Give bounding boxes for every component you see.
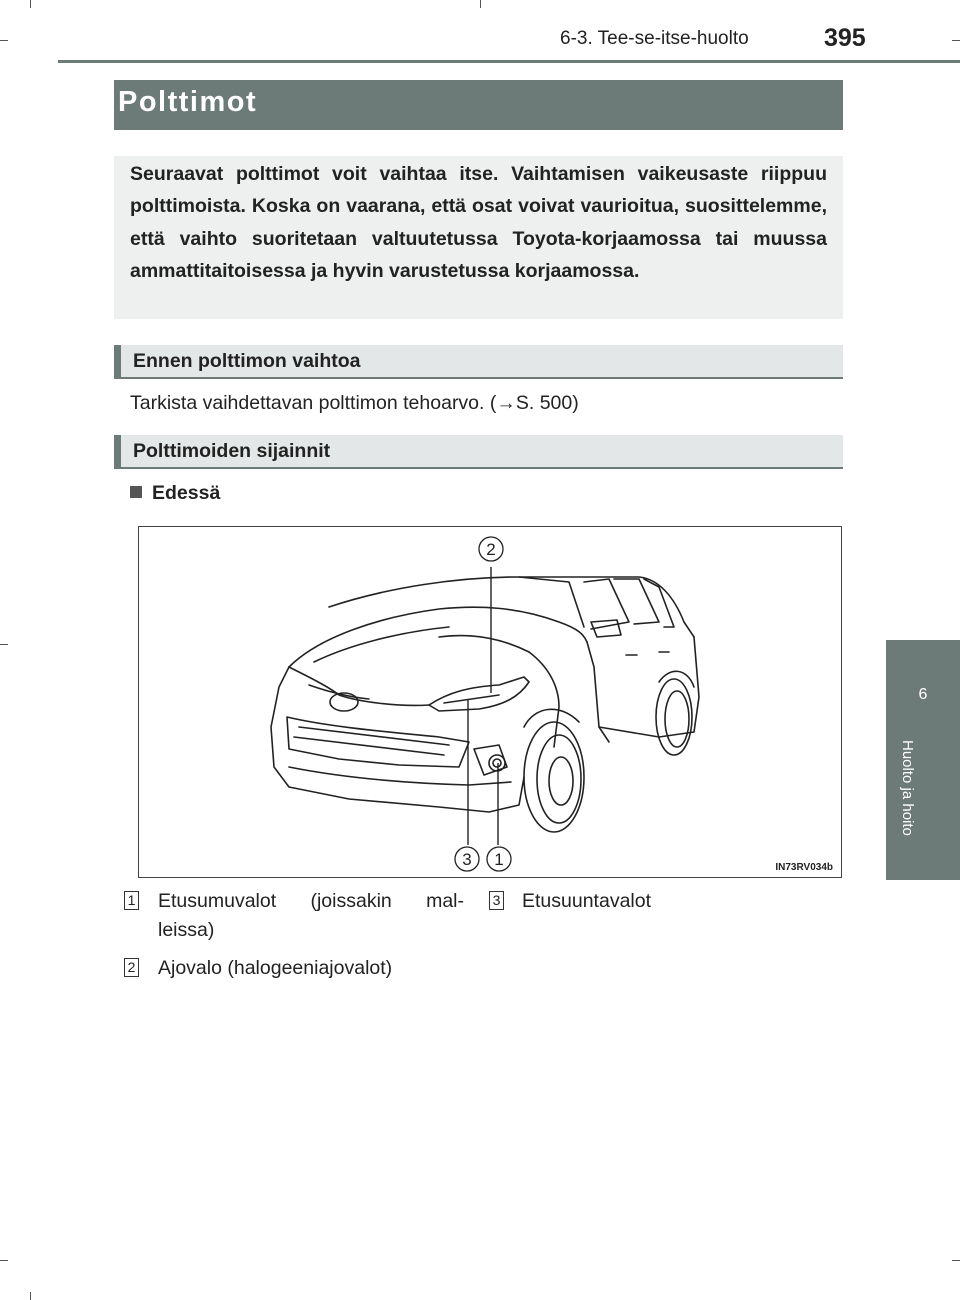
square-bullet-icon — [130, 486, 142, 498]
header-rule — [58, 60, 960, 63]
chapter-number: 6 — [918, 686, 928, 703]
page-number: 395 — [824, 24, 866, 52]
legend-item-1-line1: Etusumuvalot (joissakin mal- — [158, 890, 464, 912]
crop-mark — [30, 0, 31, 8]
crop-mark — [952, 1260, 960, 1261]
section-heading-before-replacement — [114, 345, 843, 379]
legend-item-2: Ajovalo (halogeeniajovalot) — [158, 957, 393, 979]
subheading-front — [130, 482, 220, 505]
intro-paragraph: Seuraavat polttimot voit vaihtaa itse. Vaihtamisen vaikeusaste riippuu polttimoista. Koska on vaarana, että osat voivat vaurioitua, suosittelemme, että vaihto suoritetaan valtuutetussa Toyota-korjaamossa tai muussa ammattitaitoisessa ja hyvin varustetussa korjaamossa. — [130, 163, 827, 283]
figure-code: IN73RV034b — [775, 862, 833, 873]
section-heading-bulb-locations — [114, 435, 843, 469]
crop-mark — [480, 0, 481, 8]
legend-number-2: 2 — [124, 958, 139, 977]
chapter-label — [884, 740, 924, 880]
legend-number-1: 1 — [124, 891, 139, 910]
crop-mark — [0, 1260, 8, 1261]
crop-mark — [30, 1292, 31, 1300]
callout-3: 3 — [462, 850, 472, 869]
legend-item-1-line2: leissa) — [158, 919, 215, 941]
legend-item-3: Etusuuntavalot — [522, 890, 652, 912]
crop-mark — [0, 644, 8, 645]
crop-mark — [0, 40, 8, 41]
car-drawing — [139, 527, 840, 876]
legend-number-3: 3 — [489, 891, 504, 910]
callout-2: 2 — [486, 540, 496, 559]
legend-item-1 — [158, 887, 464, 945]
chapter-label-text: Huolto ja hoito — [899, 740, 916, 836]
car-front-illustration — [138, 526, 842, 878]
section-heading-text: Ennen polttimon vaihtoa — [133, 350, 361, 372]
callout-1: 1 — [494, 850, 504, 869]
subheading-text: Edessä — [152, 482, 221, 504]
page-title: Polttimot — [118, 86, 258, 118]
running-header-section: 6-3. Tee-se-itse-huolto — [560, 28, 749, 49]
crop-mark — [952, 40, 960, 41]
wattage-check-text: Tarkista vaihdettavan polttimon tehoarvo. (→S. 500) — [130, 392, 579, 414]
section-heading-text: Polttimoiden sijainnit — [133, 440, 331, 462]
